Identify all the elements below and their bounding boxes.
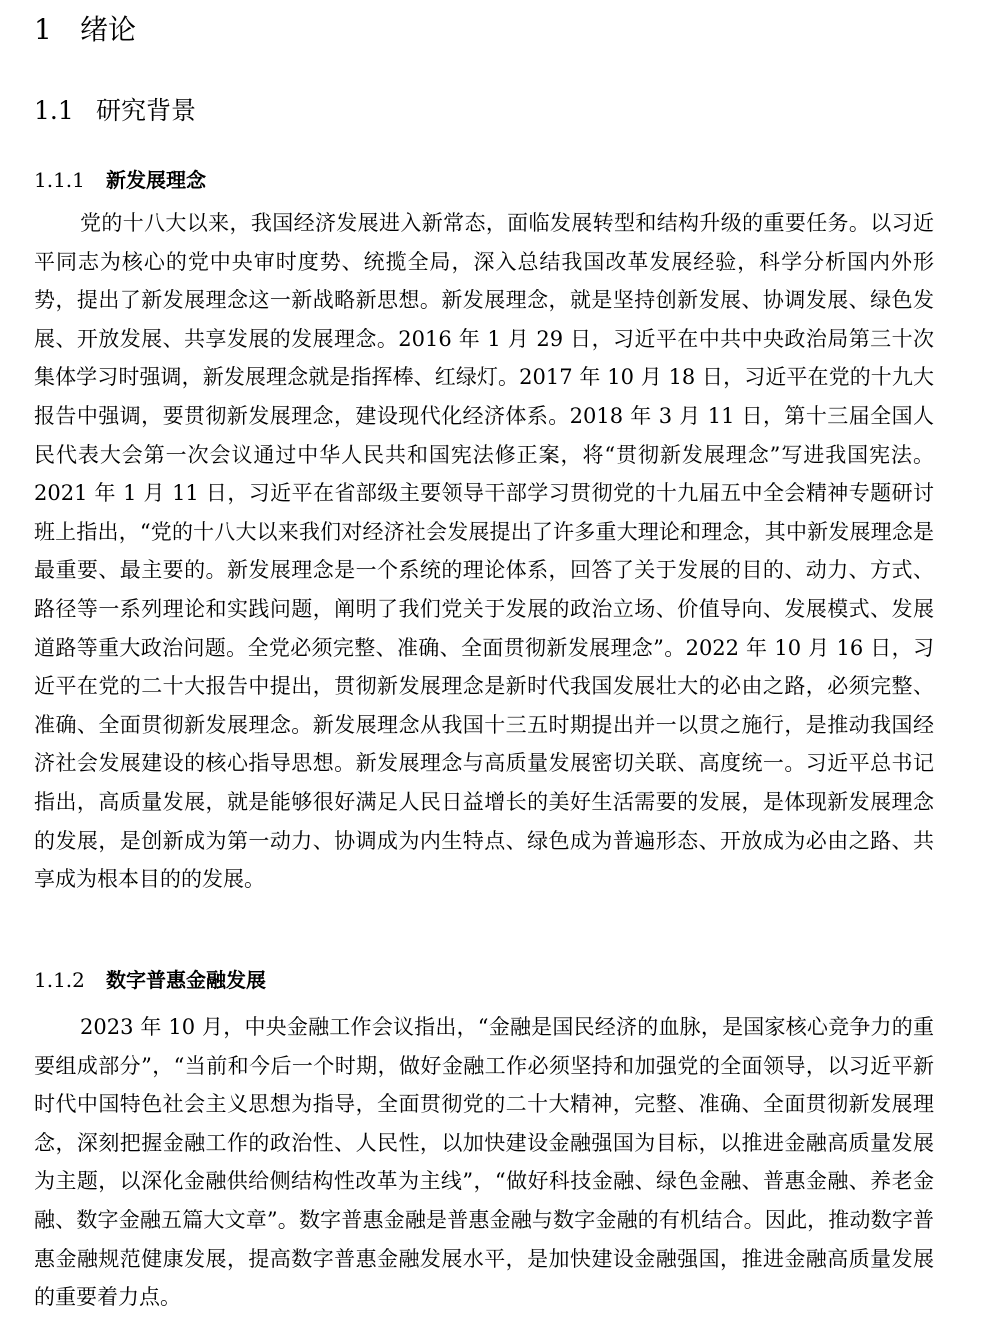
section-number: 1.1 — [34, 96, 74, 125]
subsection-title-2: 数字普惠金融发展 — [106, 968, 266, 992]
section-title: 研究背景 — [96, 96, 197, 125]
subsection-heading-2 — [34, 964, 266, 996]
chapter-number: 1 — [34, 13, 52, 46]
subsection-number-1: 1.1.1 — [34, 168, 85, 192]
chapter-title: 绪论 — [80, 13, 137, 46]
paragraph-digital-inclusive-finance: 2023 年 10 月，中央金融工作会议指出，“金融是国民经济的血脉，是国家核心竞争力的重要组成部分”，“当前和今后一个时期，做好金融工作必须坚持和加强党的全面领导，以习近平新时代中国特色社会主义思想为指导，全面贯彻党的二十大精神，完整、准确、全面贯彻新发展理念，深刻把握金融工作的政治性、人民性，以加快建设金融强国为目标，以推进金融高质量发展为主题，以深化金融供给侧结构性改革为主线”，“做好科技金融、绿色金融、普惠金融、养老金融、数字金融五篇大文章”。数字普惠金融是普惠金融与数字金融的有机结合。因此，推动数字普惠金融规范健康发展，提高数字普惠金融发展水平，是加快建设金融强国，推进金融高质量发展的重要着力点。 — [34, 1015, 934, 1310]
section-heading — [34, 92, 196, 130]
subsection-number-2: 1.1.2 — [34, 968, 85, 992]
paragraph-new-development-concept: 党的十八大以来，我国经济发展进入新常态，面临发展转型和结构升级的重要任务。以习近平同志为核心的党中央审时度势、统揽全局，深入总结我国改革发展经验，科学分析国内外形势，提出了新发展理念这一新战略新思想。新发展理念，就是坚持创新发展、协调发展、绿色发展、开放发展、共享发展的发展理念。2016 年 1 月 29 日，习近平在中共中央政治局第三十次集体学习时强调，新发展理念就是指挥棒、红绿灯。2017 年 10 月 18 日，习近平在党的十九大报告中强调，要贯彻新发展理念，建设现代化经济体系。2018 年 3 月 11 日，第十三届全国人民代表大会第一次会议通过中华人民共和国宪法修正案，将“贯彻新发展理念”写进我国宪法。2021 年 1 月 11 日，习近平在省部级主要领导干部学习贯彻党的十九届五中全会精神专题研讨班上指出，“党的十八大以来我们对经济社会发展提出了许多重大理论和理念，其中新发展理念是最重要、最主要的。新发展理念是一个系统的理论体系，回答了关于发展的目的、动力、方式、路径等一系列理论和实践问题，阐明了我们党关于发展的政治立场、价值导向、发展模式、发展道路等重大政治问题。全党必须完整、准确、全面贯彻新发展理念”。2022 年 10 月 16 日，习近平在党的二十大报告中提出，贯彻新发展理念是新时代我国发展壮大的必由之路，必须完整、准确、全面贯彻新发展理念。新发展理念从我国十三五时期提出并一以贯之施行，是推动我国经济社会发展建设的核心指导思想。新发展理念与高质量发展密切关联、高度统一。习近平总书记指出，高质量发展，就是能够很好满足人民日益增长的美好生活需要的发展，是体现新发展理念的发展，是创新成为第一动力、协调成为内生特点、绿色成为普遍形态、开放成为必由之路、共享成为根本目的的发展。 — [34, 211, 934, 892]
subsection-title-1: 新发展理念 — [106, 168, 206, 192]
chapter-heading — [34, 10, 136, 50]
subsection-heading-1 — [34, 164, 206, 196]
